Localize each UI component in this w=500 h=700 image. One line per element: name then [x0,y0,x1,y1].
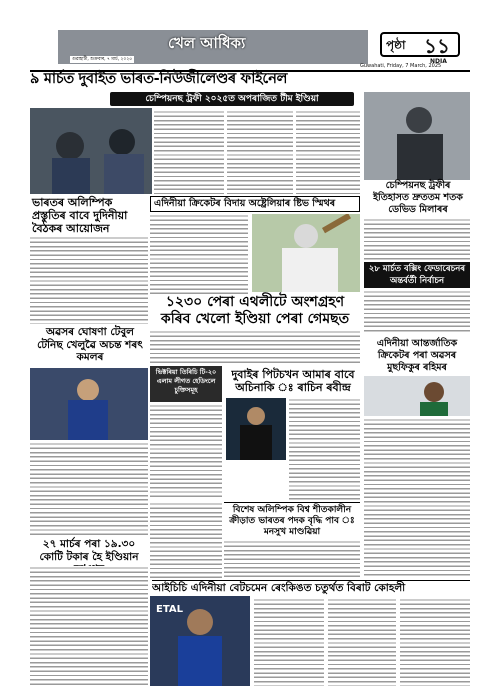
page-label: পৃষ্ঠা [386,38,406,52]
brand-mark: NDIA [430,58,447,65]
olympic-prep-headline: ভাৰতৰ অলিম্পিক প্ৰস্তুতিৰ বাবে দুদিনীয়া বৈঠকৰ আয়োজন [32,196,128,235]
mushfiqur-body [364,418,470,576]
date-line: Guwahati, Friday, 7 March, 2025 [360,63,442,69]
kohli-body-3 [400,598,470,686]
federation-headline: ২৮ মাৰ্চত বক্সিং ফেডাৰেচনৰ অন্তৰ্বৰ্তী নিৰ্বাচন [364,262,470,288]
smith-photo [252,214,360,292]
page-box [380,32,460,57]
lead-body-2 [227,110,293,194]
federation-body [364,290,470,334]
winter-games-body-1 [150,502,222,578]
ipl-headline: ২৭ মাৰ্চৰ পৰা ১৯.৩০ কোটি টকাৰ হৈ ইণ্ডিয়ান [39,538,139,563]
winter-games-headline: বিশেষ অলিম্পিক বিশ্ব শীতকালীন ক্ৰীড়াত ভাৰতৰ পদক বৃদ্ধি পাব ঃ মনসুখ মাণ্ডৱিয়া [224,502,360,538]
mushfiqur-portrait [364,376,470,416]
ipl-body [30,566,148,686]
page-number: ১১ [424,34,450,58]
masthead-title: খেল আধিক্য [168,34,246,52]
dubai-pitch-headline: দুবাইৰ পিটচখন আমাৰ বাবে অচিনাকি ঃ ৰাচিন ৰবীন্দ্ৰ [231,368,355,394]
miller-body [364,218,470,260]
kamal-photo [30,368,148,440]
kamal-body [30,442,148,536]
lead-photo [30,108,152,194]
smith-body-1 [150,214,248,294]
svg-text:ETAL: ETAL [156,604,183,615]
lead-body-3 [296,110,360,194]
kohli-body-1 [254,598,324,686]
miller-photo [364,92,470,180]
kohli-body-2 [328,598,396,686]
miller-headline: চেম্পিয়নছ ট্ৰফীৰ ইতিহাসত দ্ৰুততম শতক ডেভিড মিলাৰৰ [373,180,463,215]
pera-body [150,330,360,364]
legends-headline: ভিক্টৰিয়া তিৰিচি টি-২০ এলাম লীগত হেডিংলে চুক্তিসমূহ [150,366,222,402]
dubai-pitch-photo [226,398,286,460]
legends-body [150,404,222,500]
kohli-photo [150,596,250,686]
smith-headline: এদিনীয়া ক্ৰিকেটৰ বিদায় অষ্ট্ৰেলিয়াৰ ষ্টিভ স্মিথৰ [150,196,360,212]
winter-games-body-2 [224,540,360,578]
date-line-bn: গুৱাহাটী, শুক্ৰবাৰ, ৭ মাৰ্চ, ২০২৫ [72,57,133,62]
kamal-headline: অৱসৰ ঘোষণা টেবুল টেনিছ খেলুৱৈ অচন্ত শৰৎ কমলৰ [37,326,143,363]
lead-headline: ৯ মাৰ্চত দুবাইত ভাৰত-নিউজীলেণ্ডৰ ফাইনেল [30,71,288,87]
dubai-pitch-body [289,398,360,500]
pera-headline: ১২৩০ পেৰা এথলীটে অংশগ্ৰহণ কৰিব খেলো ইণ্ডিয়া পেৰা গেমছত [160,294,350,327]
kohli-headline: আইচিচি এদিনীয়া বেটচমেন ৰেংকিঙত চতুৰ্থত বিৰাট কোহলী [152,580,470,595]
mushfiqur-headline: এদিনীয়া আন্তৰ্জাতিক ক্ৰিকেটৰ পৰা অৱসৰ মুছফিকুৰ ৰহিমৰ [364,336,470,374]
lead-subhead: চেম্পিয়নছ ট্ৰফী ২০২৫ত অপৰাজিত টীম ইণ্ডিয়া [110,92,354,106]
olympic-prep-body [30,236,148,324]
lead-body-1 [154,110,224,194]
